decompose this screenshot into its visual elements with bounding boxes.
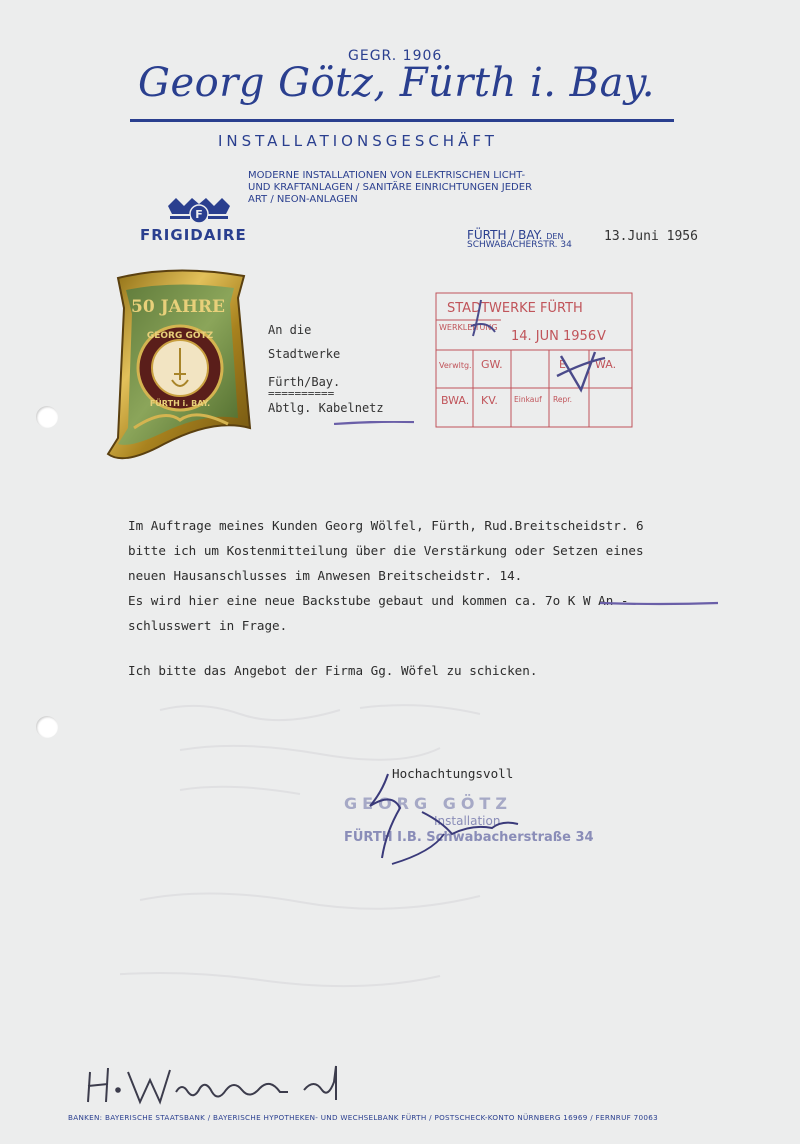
power-rating-underline xyxy=(600,601,718,606)
services-line: MODERNE INSTALLATIONEN VON ELEKTRISCHEN LICHT- xyxy=(248,170,526,181)
punch-hole-bottom xyxy=(36,716,58,738)
department-underline xyxy=(334,421,414,425)
department-prefix: Abtlg. xyxy=(268,401,312,415)
recipient-line: Stadtwerke xyxy=(268,347,341,361)
letterhead-rule xyxy=(130,119,674,122)
stamp-cell: E. xyxy=(559,358,570,371)
letter-body xyxy=(128,513,644,683)
frigidaire-brand: FRIGIDAIRE xyxy=(140,226,247,244)
recipient-divider: ========== xyxy=(268,387,335,400)
stamp-label: WERKLEITUNG xyxy=(439,323,498,332)
stamp-cell: WA. xyxy=(595,358,617,371)
badge-title: 50 JAHRE xyxy=(131,297,225,317)
body-line: neuen Hausanschlusses im Anwesen Breitscheidstr. 14. xyxy=(128,568,523,583)
business-type: INSTALLATIONSGESCHÄFT xyxy=(218,132,498,150)
stamp-cell: Verwltg. xyxy=(439,361,472,370)
body-line xyxy=(128,588,644,613)
company-stamp-address: FÜRTH I.B. Schwabacherstraße 34 xyxy=(344,830,594,845)
stamp-cell: Repr. xyxy=(553,395,573,404)
power-rating: 7o K W An - xyxy=(545,593,629,608)
stamp-cell: BWA. xyxy=(441,394,470,407)
stamp-date: 14. JUN 1956 xyxy=(511,329,597,344)
company-name: Georg Götz, Fürth i. Bay. xyxy=(138,60,655,106)
bank-details-footer: BANKEN: BAYERISCHE STAATSBANK / BAYERISCHE HYPOTHEKEN- UND WECHSELBANK FÜRTH / POSTSCHECK-KONTO NÜRNBERG 16969 / FERNRUF 70063 xyxy=(68,1113,659,1122)
services-list xyxy=(248,170,588,206)
recipient-line: An die xyxy=(268,323,312,337)
company-stamp-name: GEORG GÖTZ xyxy=(344,794,512,813)
services-line: ART / NEON-ANLAGEN xyxy=(248,194,358,205)
svg-text:F: F xyxy=(195,208,203,221)
received-stamp xyxy=(435,292,633,428)
services-line: UND KRAFTANLAGEN / SANITÄRE EINRICHTUNGEN JEDER xyxy=(248,182,533,193)
handwritten-signature xyxy=(352,772,532,868)
department-name: Kabelnetz xyxy=(318,401,384,415)
punch-hole-top xyxy=(36,406,58,428)
founded-year: GEGR. 1906 xyxy=(348,48,443,64)
sender-street: SCHWABACHERSTR. 34 xyxy=(467,240,572,250)
stamp-cell: GW. xyxy=(481,358,503,371)
frigidaire-crown-logo xyxy=(166,196,232,226)
recipient-address xyxy=(268,318,384,418)
anniversary-badge xyxy=(104,268,254,466)
stamp-cell: Einkauf xyxy=(514,395,542,404)
recipient-department xyxy=(268,398,384,418)
recipient-line: Fürth/Bay. xyxy=(268,375,341,389)
company-stamp-subtitle: Installation xyxy=(434,814,501,828)
body-line: Im Auftrage meines Kunden Georg Wölfel, Fürth, Rud.Breitscheidstr. 6 xyxy=(128,518,644,533)
stamp-org: STADTWERKE FÜRTH xyxy=(447,301,583,316)
city-suffix: DEN xyxy=(546,232,564,241)
body-line: schlusswert in Frage. xyxy=(128,618,288,633)
badge-bottom-text: FÜRTH i. BAY. xyxy=(149,399,211,408)
city-name: FÜRTH / BAY. xyxy=(467,228,543,242)
closing-phrase: Hochachtungsvoll xyxy=(392,766,514,781)
body-line: bitte ich um Kostenmitteilung über die Verstärkung oder Setzen eines xyxy=(128,543,644,558)
stamp-cell: KV. xyxy=(481,394,498,407)
body-line: Ich bitte das Angebot der Firma Gg. Wöfel zu schicken. xyxy=(128,663,538,678)
handwritten-initials xyxy=(84,1062,364,1108)
body-line-text: Es wird hier eine neue Backstube gebaut und kommen ca. xyxy=(128,593,538,608)
stamp-date-suffix: V xyxy=(597,329,606,344)
badge-ring-text: GEORG GÖTZ xyxy=(146,331,214,341)
letter-date: 13.Juni 1956 xyxy=(604,229,698,244)
